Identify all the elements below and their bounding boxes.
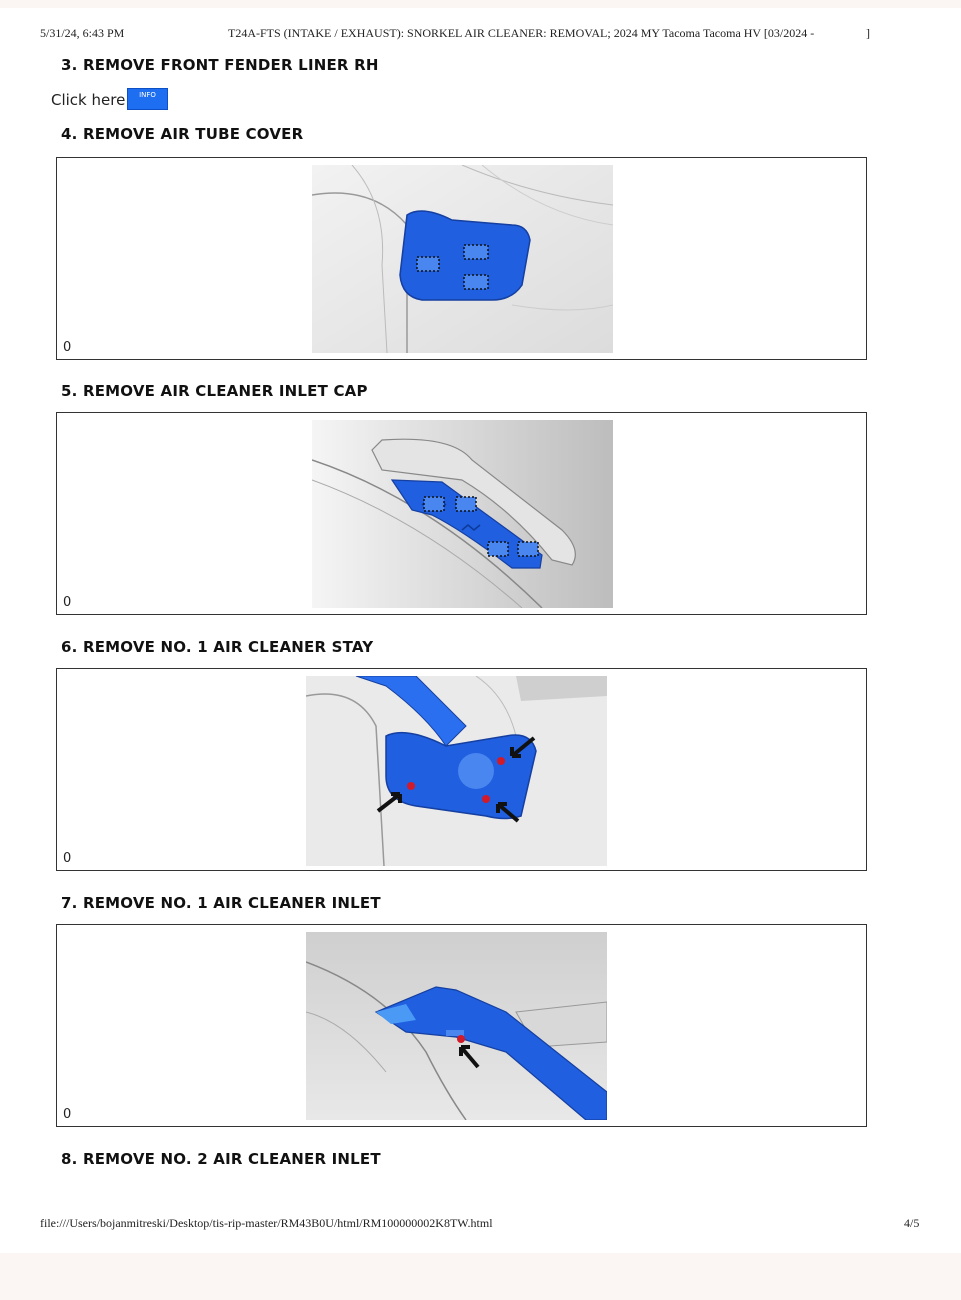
step-7-title: 7. REMOVE NO. 1 AIR CLEANER INLET [61, 894, 381, 912]
inlet-cap-illustration [312, 420, 613, 608]
figure-air-tube-cover [56, 157, 867, 360]
title-bracket: ] [866, 26, 870, 40]
figure-air-cleaner-stay [56, 668, 867, 871]
no1-inlet-illustration [306, 932, 607, 1120]
figure-label: 0 [63, 340, 72, 355]
figure-label: 0 [63, 1107, 72, 1122]
figure-air-cleaner-inlet-cap [56, 412, 867, 615]
step-4-title: 4. REMOVE AIR TUBE COVER [61, 125, 304, 143]
figure-label: 0 [63, 851, 72, 866]
step-5-title: 5. REMOVE AIR CLEANER INLET CAP [61, 382, 368, 400]
air-tube-cover-illustration [312, 165, 613, 353]
figure-label: 0 [63, 595, 72, 610]
file-path: file:///Users/bojanmitreski/Desktop/tis-rip-master/RM43B0U/html/RM100000002K8TW.html [40, 1216, 493, 1230]
click-here-text: Click here [51, 91, 126, 109]
info-button[interactable]: INFO [127, 88, 168, 110]
figure-no1-air-cleaner-inlet [56, 924, 867, 1127]
step-3-title: 3. REMOVE FRONT FENDER LINER RH [61, 56, 379, 74]
step-6-title: 6. REMOVE NO. 1 AIR CLEANER STAY [61, 638, 374, 656]
air-cleaner-stay-illustration [306, 676, 607, 866]
print-datetime: 5/31/24, 6:43 PM [40, 26, 125, 40]
step-8-title: 8. REMOVE NO. 2 AIR CLEANER INLET [61, 1150, 381, 1168]
document-title: T24A-FTS (INTAKE / EXHAUST): SNORKEL AIR CLEANER: REMOVAL; 2024 MY Tacoma Tacoma HV [03/2024 - [228, 26, 815, 40]
page-number: 4/5 [904, 1216, 920, 1230]
